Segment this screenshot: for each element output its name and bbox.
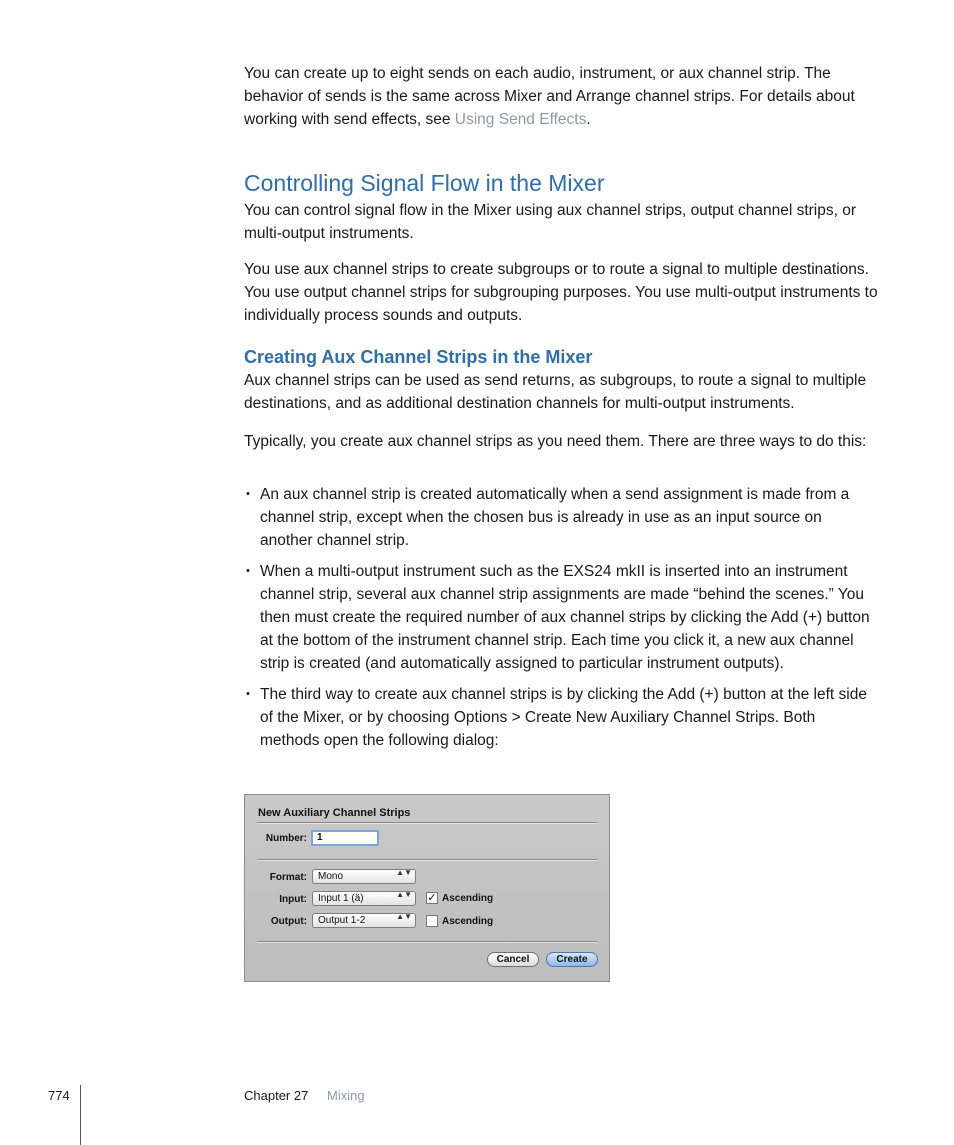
check-icon: ✓ xyxy=(427,892,437,904)
list-item: • When a multi-output instrument such as the EXS24 mkII is inserted into an instrument channel strip, several aux channel strip assignments are made “behind the scenes.” You then must create the required number of aux channel strips by clicking the Add (+) button at the bottom of the instrument channel strip. Each time you click it, a new aux channel strip is created (and automatically assigned to particular instrument outputs). xyxy=(244,560,878,675)
output-popup[interactable] xyxy=(312,913,416,928)
popup-arrows-icon: ▲▼ xyxy=(396,868,412,877)
chapter-name-link[interactable]: Mixing xyxy=(327,1088,365,1103)
divider xyxy=(257,941,597,943)
using-send-effects-link[interactable]: Using Send Effects xyxy=(454,111,587,128)
input-ascending-checkbox[interactable] xyxy=(426,892,438,904)
popup-arrows-icon: ▲▼ xyxy=(396,890,412,899)
cancel-button[interactable]: Cancel xyxy=(487,952,539,967)
intro-paragraph xyxy=(244,62,878,131)
list-item: • The third way to create aux channel strips is by clicking the Add (+) button at the left side of the Mixer, or by choosing Options > Create New Auxiliary Channel Strips. Both methods open the following dialog: xyxy=(244,683,878,752)
intro-text: You can create up to eight sends on each audio, instrument, or aux channel strip. The behavior of sends is the same across Mixer and Arrange channel strips. For details about working with send effects, see xyxy=(244,65,855,128)
footer-rule xyxy=(80,1085,81,1145)
subsection-heading: Creating Aux Channel Strips in the Mixer xyxy=(244,347,593,367)
new-aux-channel-strips-dialog xyxy=(244,794,610,982)
number-label: Number: xyxy=(265,833,307,844)
section-paragraph-2: You use aux channel strips to create subgroups or to route a signal to multiple destinations. You use output channel strips for subgrouping purposes. You use multi-output instruments to individually process sounds and outputs. xyxy=(244,261,878,324)
page-number: 774 xyxy=(48,1088,70,1103)
format-popup[interactable] xyxy=(312,869,416,884)
input-popup[interactable] xyxy=(312,891,416,906)
create-button[interactable]: Create xyxy=(546,952,598,967)
list-item: • An aux channel strip is created automatically when a send assignment is made from a channel strip, except when the chosen bus is already in use as an input source on another channel strip. xyxy=(244,483,878,552)
subsection-paragraph-1: Aux channel strips can be used as send returns, as subgroups, to route a signal to multiple destinations, and as additional destination channels for multi-output instruments. xyxy=(244,372,867,412)
input-value: Input 1 (ä) xyxy=(318,893,364,904)
methods-list xyxy=(244,483,878,760)
input-ascending-label: Ascending xyxy=(442,893,494,904)
input-label: Input: xyxy=(279,894,307,905)
output-value: Output 1-2 xyxy=(318,915,366,926)
divider xyxy=(257,859,597,861)
number-field[interactable]: 1 xyxy=(311,830,379,846)
format-label: Format: xyxy=(269,872,307,883)
section-heading: Controlling Signal Flow in the Mixer xyxy=(244,170,605,196)
divider xyxy=(257,822,597,824)
output-label: Output: xyxy=(270,916,307,927)
section-paragraph-1: You can control signal flow in the Mixer using aux channel strips, output channel strips, or multi-output instruments. xyxy=(244,202,857,242)
format-value: Mono xyxy=(318,871,344,882)
subsection-paragraph-2: Typically, you create aux channel strips as you need them. There are three ways to do this: xyxy=(244,433,867,450)
intro-end: . xyxy=(586,111,591,128)
output-ascending-checkbox[interactable] xyxy=(426,915,438,927)
chapter-label: Chapter 27 xyxy=(244,1088,309,1103)
output-ascending-label: Ascending xyxy=(442,916,494,927)
popup-arrows-icon: ▲▼ xyxy=(396,912,412,921)
dialog-title: New Auxiliary Channel Strips xyxy=(258,807,411,819)
